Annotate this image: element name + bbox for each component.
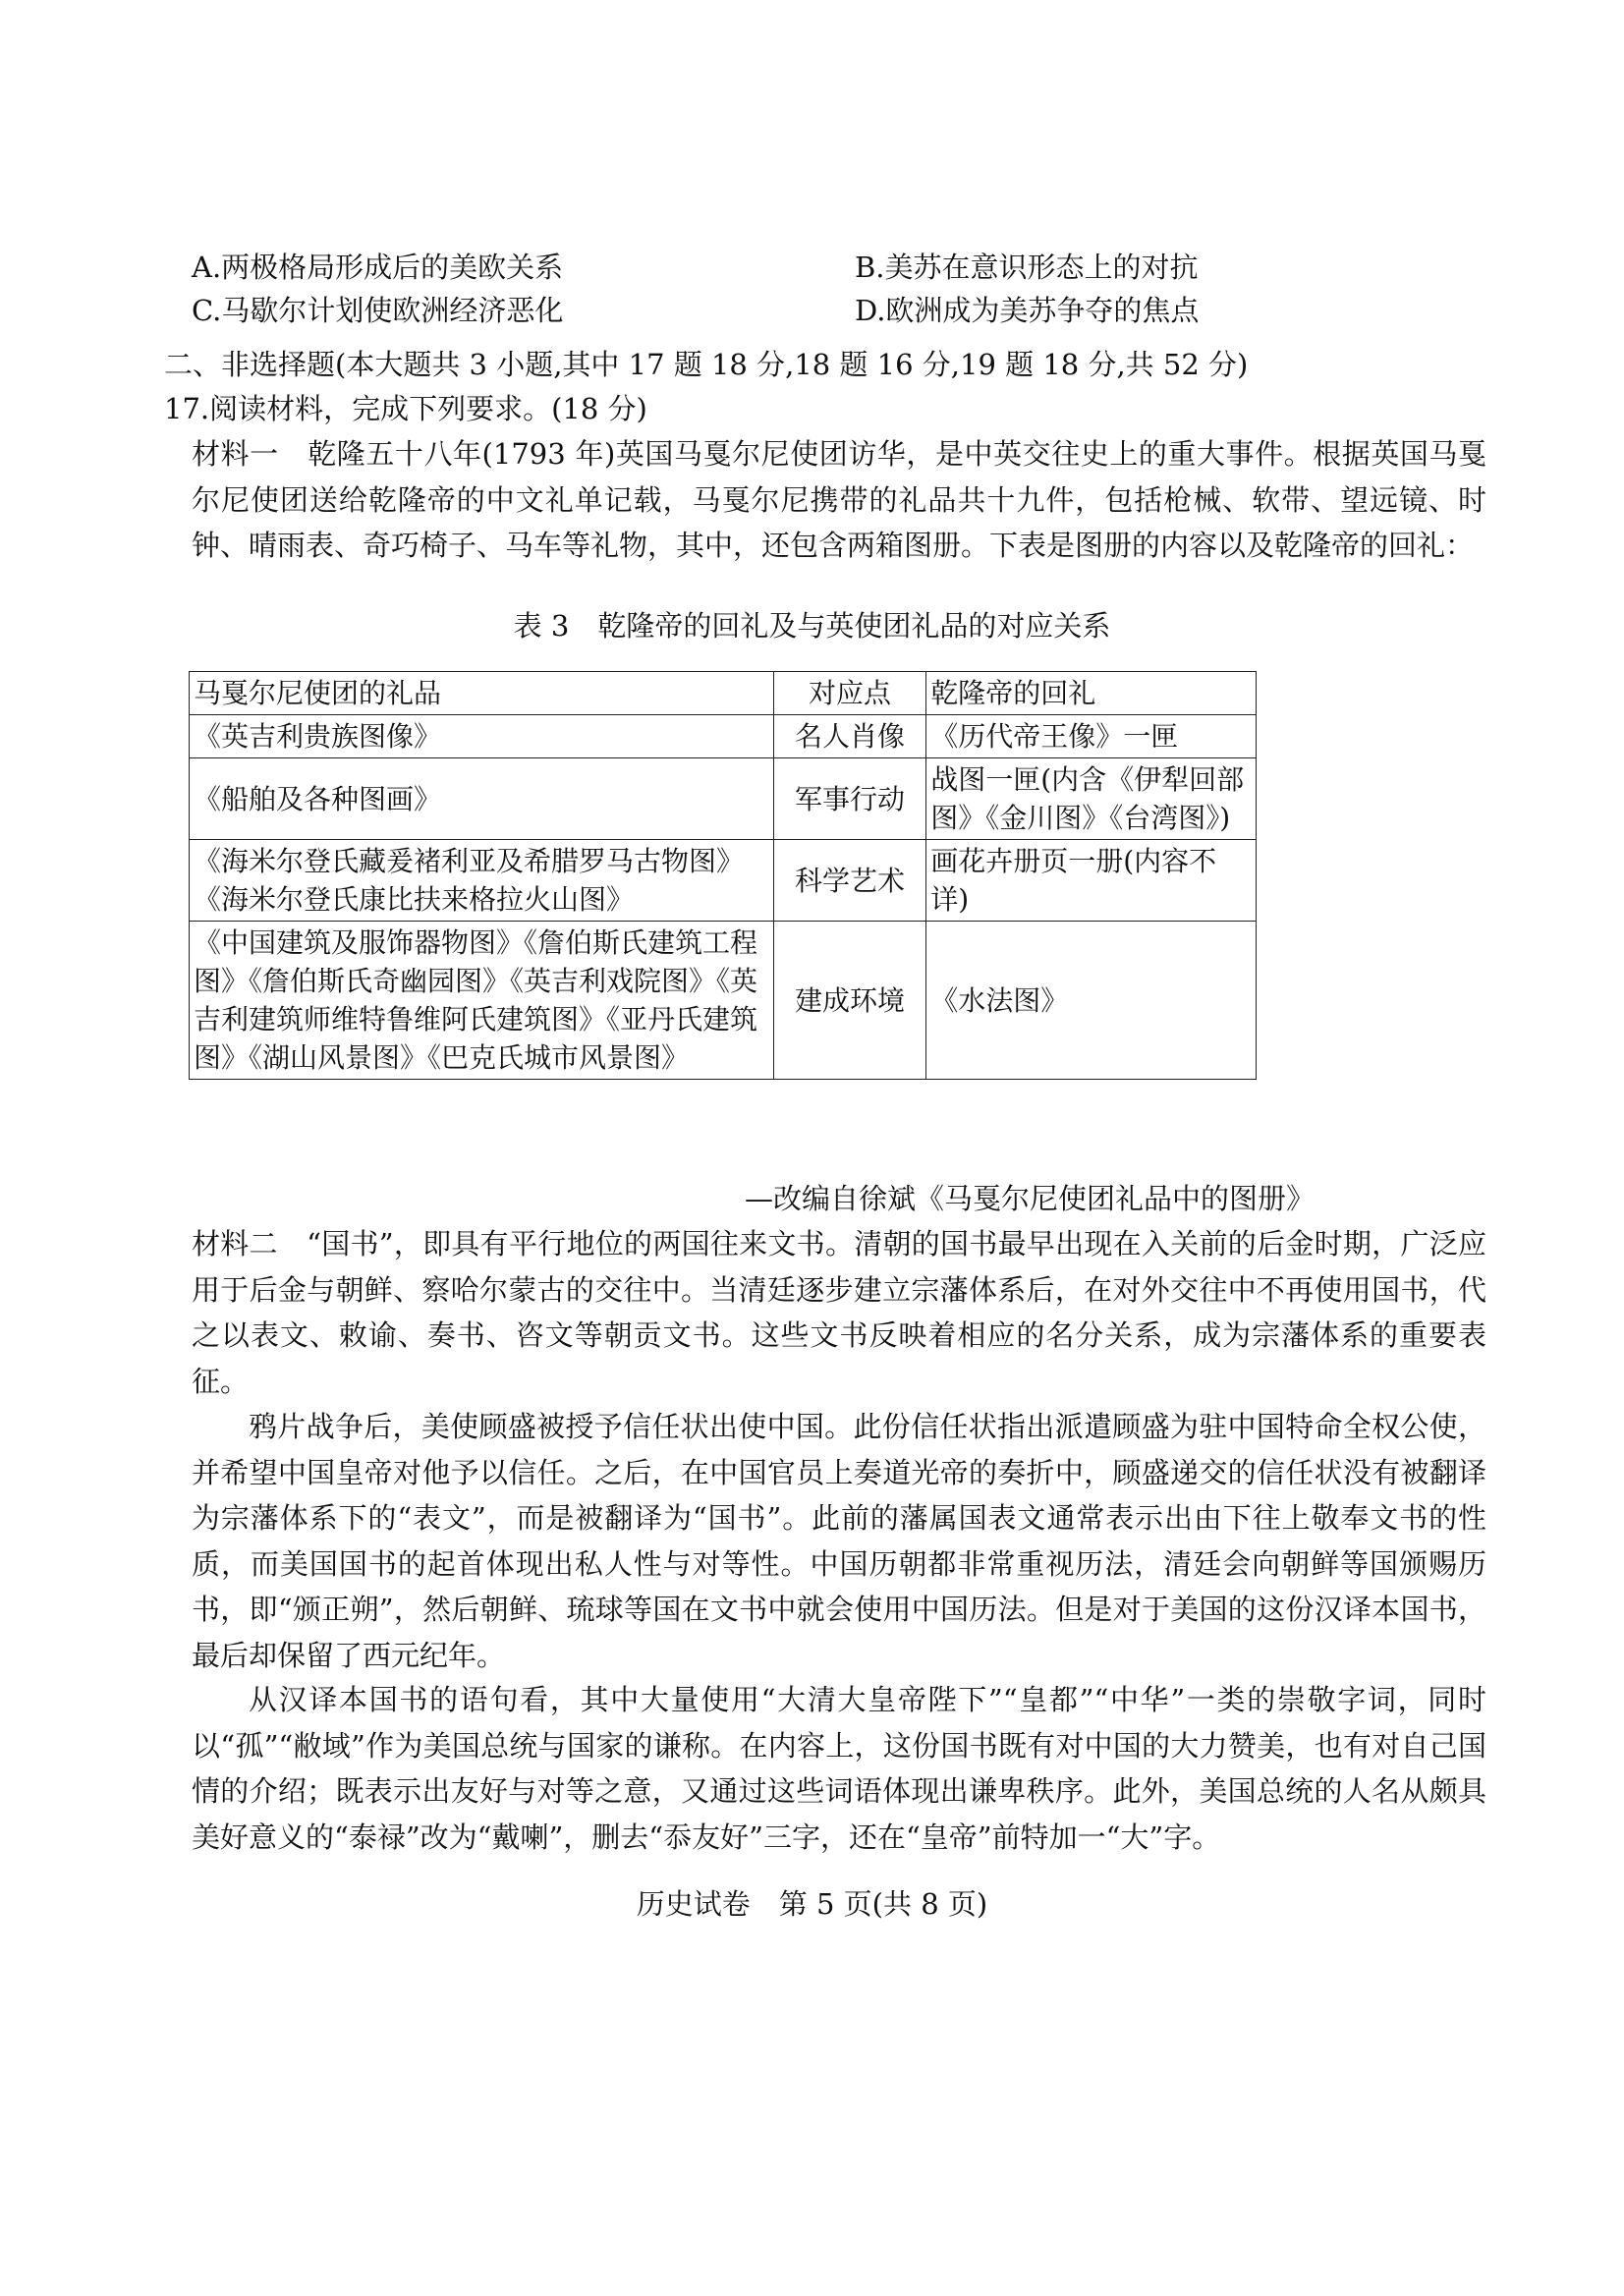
table-cell: 建成环境 <box>773 922 926 1080</box>
material-two-paragraph-3: 从汉译本国书的语句看，其中大量使用“大清大皇帝陛下”“皇都”“中华”一类的崇敬字词，同时以“孤”“敝域”作为美国总统与国家的谦称。在内容上，这份国书既有对中国的大力赞美，也有对自己国情的介绍；既表示出友好与对等之意，又通过这些词语体现出谦卑秩序。此外，美国总统的人名从颇具美好意义的“泰禄”改为“戴喇”，删去“忝友好”三字，还在“皇帝”前特加一“大”字。 <box>192 1683 1486 1854</box>
table-cell: 《海米尔登氏藏爰褚利亚及希腊罗马古物图》《海米尔登氏康比扶来格拉火山图》 <box>190 840 774 922</box>
question-title: 17.阅读材料，完成下列要求。(18 分) <box>164 392 647 425</box>
table-row <box>190 922 1257 1080</box>
table-cell: 《中国建筑及服饰器物图》《詹伯斯氏建筑工程图》《詹伯斯氏奇幽园图》《英吉利戏院图》《英吉利建筑师维特鲁维阿氏建筑图》《亚丹氏建筑图》《湖山风景图》《巴克氏城市风景图》 <box>190 922 774 1080</box>
table-row <box>190 715 1257 758</box>
table-cell: 军事行动 <box>773 758 926 840</box>
gift-table <box>189 671 1257 1080</box>
header-gifts: 马戛尔尼使团的礼品 <box>190 672 774 715</box>
table-header-row <box>190 672 1257 715</box>
material-two-paragraph-1: 材料二 “国书”，即具有平行地位的两国往来文书。清朝的国书最早出现在入关前的后金时期，广泛应用于后金与朝鲜、察哈尔蒙古的交往中。当清廷逐步建立宗藩体系后，在对外交往中不再使用国书，代之以表文、敕谕、奏书、咨文等朝贡文书。这些文书反映着相应的名分关系，成为宗藩体系的重要表征。 <box>192 1227 1486 1398</box>
table-cell: 《历代帝王像》一匣 <box>926 715 1257 758</box>
table-cell: 战图一匣(内含《伊犁回部图》《金川图》《台湾图》) <box>926 758 1257 840</box>
option-c: C.马歇尔计划使欧洲经济恶化 <box>192 294 564 327</box>
table-cell: 名人肖像 <box>773 715 926 758</box>
table-cell: 画花卉册页一册(内容不详) <box>926 840 1257 922</box>
material-two-paragraph-2: 鸦片战争后，美使顾盛被授予信任状出使中国。此份信任状指出派遣顾盛为驻中国特命全权公使，并希望中国皇帝对他予以信任。之后，在中国官员上奏道光帝的奏折中，顾盛递交的信任状没有被翻译为宗藩体系下的“表文”，而是被翻译为“国书”。此前的藩属国表文通常表示出由下往上敬奉文书的性质，而美国国书的起首体现出私人性与对等性。中国历朝都非常重视历法，清廷会向朝鲜等国颁赐历书，即“颁正朔”，然后朝鲜、琉球等国在文书中就会使用中国历法。但是对于美国的这份汉译本国书，最后却保留了西元纪年。 <box>192 1410 1486 1672</box>
section-heading: 二、非选择题(本大题共 3 小题,其中 17 题 18 分,18 题 16 分,19 题 18 分,共 52 分) <box>164 348 1249 381</box>
table-cell: 《英吉利贵族图像》 <box>190 715 774 758</box>
header-return-gifts: 乾隆帝的回礼 <box>926 672 1257 715</box>
table-source: —改编自徐斌《马戛尔尼使团礼品中的图册》 <box>744 1182 1315 1215</box>
table-cell: 科学艺术 <box>773 840 926 922</box>
table-caption: 表 3 乾隆帝的回礼及与英使团礼品的对应关系 <box>513 609 1111 643</box>
page-footer: 历史试卷 第 5 页(共 8 页) <box>636 1887 988 1921</box>
header-correspondence: 对应点 <box>773 672 926 715</box>
option-a: A.两极格局形成后的美欧关系 <box>192 251 564 284</box>
table-row <box>190 840 1257 922</box>
option-d: D.欧洲成为美苏争夺的焦点 <box>855 294 1200 327</box>
material-one: 材料一 乾隆五十八年(1793 年)英国马戛尔尼使团访华，是中英交往史上的重大事件。根据英国马戛尔尼使团送给乾隆帝的中文礼单记载，马戛尔尼携带的礼品共十九件，包括枪械、软带、望远镜、时钟、晴雨表、奇巧椅子、马车等礼物，其中，还包含两箱图册。下表是图册的内容以及乾隆帝的回礼： <box>192 437 1486 562</box>
table-cell: 《船舶及各种图画》 <box>190 758 774 840</box>
table-row <box>190 758 1257 840</box>
table-cell: 《水法图》 <box>926 922 1257 1080</box>
option-b: B.美苏在意识形态上的对抗 <box>855 251 1199 284</box>
